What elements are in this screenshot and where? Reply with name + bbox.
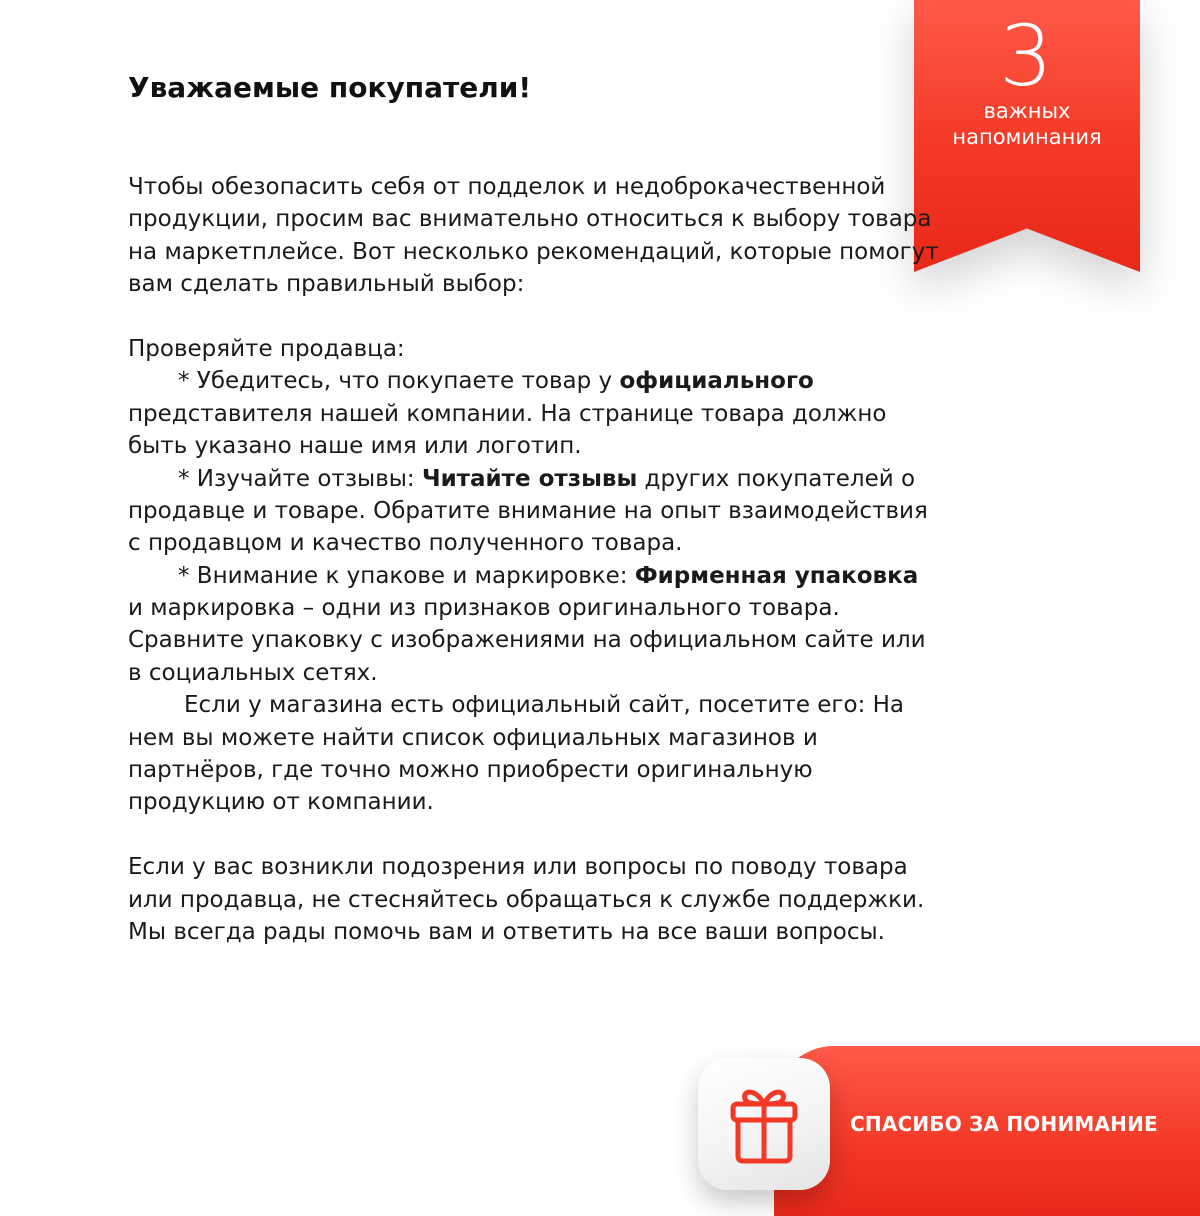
tip-rest: других покупателей о: [637, 465, 916, 492]
tip-packaging: [128, 560, 1028, 592]
spacer: [128, 301, 1028, 333]
tip-marker: * Изучайте отзывы:: [178, 465, 422, 492]
tip-marker: * Внимание к упакове и маркировке:: [178, 562, 635, 589]
intro-line: продукции, просим вас внимательно относиться к выбору товара: [128, 206, 932, 233]
gift-card: [698, 1058, 830, 1190]
thank-you-text: СПАСИБО ЗА ПОНИМАНИЕ: [850, 1112, 1158, 1136]
tip-line: Сравните упаковку с изображениями на официальном сайте или: [128, 627, 926, 654]
closing-line: Если у вас возникли подозрения или вопросы по поводу товара: [128, 854, 908, 881]
intro-line: на маркетплейсе. Вот несколько рекомендаций, которые помогут: [128, 238, 939, 265]
tip-highlight: официального: [619, 368, 814, 395]
tip-line: с продавцом и качество полученного товара.: [128, 530, 683, 557]
tip-line: продукцию от компании.: [128, 789, 434, 816]
message-body: [128, 171, 1028, 948]
closing-line: Мы всегда рады помочь вам и ответить на все ваши вопросы.: [128, 918, 885, 945]
tip-line: нем вы можете найти список официальных магазинов и: [128, 724, 818, 751]
gift-icon: [728, 1082, 800, 1166]
tip-marker: * Убедитесь, что покупаете товар у: [178, 368, 620, 395]
badge-number: 3: [999, 7, 1055, 105]
tip-official-site: Если у магазина есть официальный сайт, посетите его: На: [184, 692, 905, 719]
intro-line: Чтобы обезопасить себя от подделок и недоброкачественной: [128, 174, 886, 200]
tip-line: в социальных сетях.: [128, 659, 378, 686]
spacer: [128, 819, 1028, 851]
tip-reviews: [128, 463, 1028, 495]
closing-line: или продавца, не стесняйтесь обращаться к службе поддержки.: [128, 886, 925, 913]
tip-official-seller: [128, 365, 1028, 397]
page-title: Уважаемые покупатели!: [128, 71, 532, 104]
badge-line-1: важных: [983, 99, 1071, 123]
tip-highlight: Фирменная упаковка: [634, 562, 919, 589]
tip-line: партнёров, где точно можно приобрести оригинальную: [128, 757, 813, 784]
tip-line: быть указано наше имя или логотип.: [128, 433, 582, 460]
tip-line: продавце и товаре. Обратите внимание на опыт взаимодействия: [128, 497, 928, 524]
badge-line-2: напоминания: [952, 125, 1102, 149]
intro-line: вам сделать правильный выбор:: [128, 271, 525, 298]
tip-line: представителя нашей компании. На странице товара должно: [128, 400, 887, 427]
tip-line: и маркировка – одни из признаков оригинального товара.: [128, 595, 840, 622]
tip-highlight: Читайте отзывы: [421, 465, 638, 492]
check-seller-heading: Проверяйте продавца:: [128, 335, 405, 362]
